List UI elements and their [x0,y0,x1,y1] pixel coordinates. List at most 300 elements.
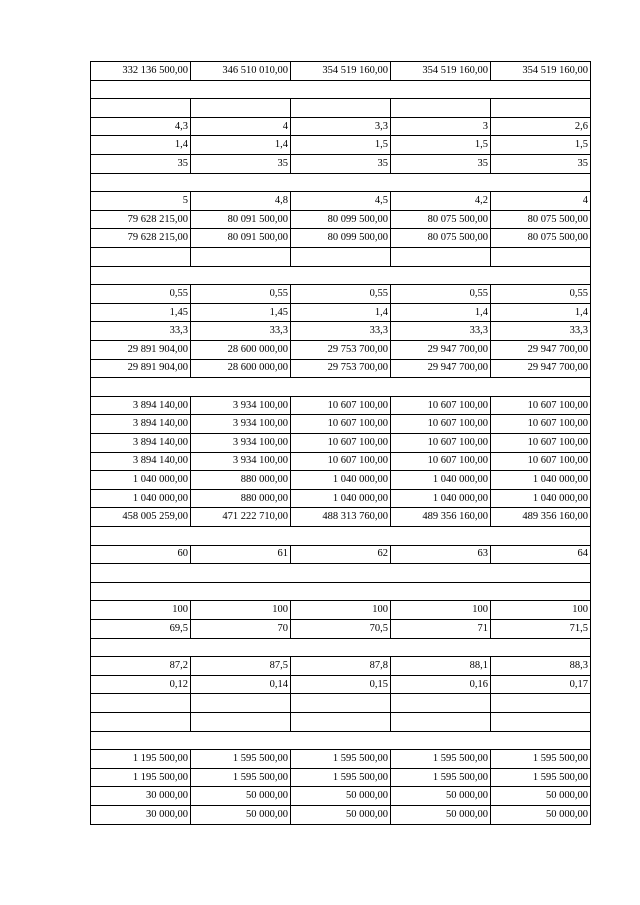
grid-line [190,117,191,136]
grid-line [290,340,291,360]
grid-line [290,359,291,378]
table-row [90,470,590,489]
grid-line [390,191,391,211]
grid-line [90,266,91,285]
table-cell: 0,55 [569,287,588,299]
grid-line [90,452,590,453]
grid-line [90,731,91,750]
table-cell: 10 607 100,00 [527,418,588,430]
grid-line [590,749,591,769]
table-cell: 80 075 500,00 [527,232,588,244]
table-cell: 50 000,00 [346,790,388,802]
grid-line [290,786,291,806]
table-row [90,377,590,396]
table-cell: 880 000,00 [240,492,288,504]
table-row [90,619,590,638]
table-row [90,396,590,415]
grid-line [190,191,191,211]
grid-line [90,786,590,787]
grid-line [190,805,191,825]
grid-line [190,154,191,174]
grid-line [390,768,391,787]
grid-line [490,656,491,676]
grid-line [190,693,191,713]
table-row [90,731,590,750]
grid-line [190,414,191,434]
grid-line [90,526,91,546]
table-row [90,675,590,694]
table-cell: 71,5 [569,622,588,634]
table-cell: 3 [482,120,488,132]
table-cell: 354 519 160,00 [522,64,588,76]
grid-line [90,228,590,229]
table-cell: 10 607 100,00 [327,418,388,430]
table-cell: 29 891 904,00 [127,362,188,374]
table-row [90,600,590,619]
grid-line [390,433,391,453]
grid-line [190,489,191,508]
grid-line [390,619,391,639]
table-cell: 0,15 [369,678,388,690]
grid-line [90,600,590,601]
grid-line [290,284,291,304]
grid-line [90,228,91,248]
grid-line [390,452,391,471]
table-cell: 70,5 [369,622,388,634]
grid-line [90,340,91,360]
table-cell: 35 [277,157,288,169]
grid-line [390,303,391,322]
grid-line [490,768,491,787]
table-cell: 29 947 700,00 [527,362,588,374]
grid-line [390,98,391,118]
table-cell: 1,45 [169,306,188,318]
grid-line [90,675,91,694]
grid-line [190,470,191,490]
table-cell: 29 891 904,00 [127,343,188,355]
table-cell: 50 000,00 [346,808,388,820]
grid-line [590,414,591,434]
table-cell: 3 934 100,00 [232,418,288,430]
table-cell: 1,5 [474,139,488,151]
grid-line [590,600,591,620]
grid-line [590,786,591,806]
grid-line [390,135,391,155]
grid-line [90,731,590,732]
grid-line [390,545,391,564]
grid-line [590,303,591,322]
grid-line [190,452,191,471]
grid-line [90,563,590,564]
table-cell: 29 753 700,00 [327,362,388,374]
grid-line [390,61,391,81]
table-row [90,173,590,192]
table-cell: 60 [177,548,188,560]
table-cell: 0,16 [469,678,488,690]
grid-line [390,396,391,415]
grid-line [490,452,491,471]
table-row [90,414,590,433]
grid-line [290,489,291,508]
table-row [90,154,590,173]
grid-line [190,656,191,676]
grid-line [90,786,91,806]
table-cell: 10 607 100,00 [427,418,488,430]
table-row [90,563,590,582]
grid-line [290,693,291,713]
grid-line [290,452,291,471]
grid-line [90,563,91,583]
grid-line [490,507,491,527]
grid-line [90,377,91,397]
table-cell: 28 600 000,00 [227,343,288,355]
grid-line [490,61,491,81]
grid-line [90,135,91,155]
grid-line [390,154,391,174]
grid-line [190,749,191,769]
table-row [90,638,590,657]
grid-line [390,414,391,434]
table-row [90,266,590,285]
grid-line [90,656,590,657]
table-cell: 10 607 100,00 [327,455,388,467]
table-row [90,433,590,452]
grid-line [390,712,391,732]
grid-line [90,191,91,211]
grid-line [490,284,491,304]
table-cell: 1 595 500,00 [532,752,588,764]
table-cell: 3 894 140,00 [132,418,188,430]
table-cell: 1,45 [269,306,288,318]
table-row [90,582,590,601]
table-cell: 80 091 500,00 [227,213,288,225]
table-cell: 80 075 500,00 [427,213,488,225]
grid-line [90,80,590,81]
table-cell: 1 040 000,00 [332,492,388,504]
grid-line [90,619,91,639]
grid-line [90,80,91,99]
grid-line [490,470,491,490]
table-cell: 1 595 500,00 [432,771,488,783]
grid-line [90,507,590,508]
grid-line [590,489,591,508]
table-cell: 489 356 160,00 [422,511,488,523]
table-row [90,712,590,731]
table-cell: 1,5 [574,139,588,151]
grid-line [490,154,491,174]
grid-line [590,61,591,81]
table-cell: 0,17 [569,678,588,690]
grid-line [90,396,590,397]
grid-line [90,693,91,713]
grid-line [90,210,590,211]
table-cell: 1,4 [474,306,488,318]
table-cell: 70 [277,622,288,634]
grid-line [90,359,91,378]
grid-line [90,433,590,434]
table-row [90,228,590,247]
table-cell: 2,6 [574,120,588,132]
grid-line [90,768,590,769]
table-cell: 29 753 700,00 [327,343,388,355]
table-cell: 1 195 500,00 [132,752,188,764]
grid-line [90,526,590,527]
grid-line [290,507,291,527]
table-row [90,489,590,508]
grid-line [290,768,291,787]
grid-line [590,545,591,564]
table-row [90,117,590,136]
grid-line [390,340,391,360]
table-cell: 100 [572,604,588,616]
grid-line [490,135,491,155]
grid-line [590,712,591,732]
table-cell: 10 607 100,00 [527,436,588,448]
table-cell: 471 222 710,00 [222,511,288,523]
grid-line [590,80,591,99]
grid-line [190,507,191,527]
grid-line [90,656,91,676]
grid-line [90,414,590,415]
grid-line [190,61,191,81]
grid-line [490,321,491,341]
table-cell: 80 099 500,00 [327,232,388,244]
grid-line [190,284,191,304]
grid-line [90,340,590,341]
grid-line [590,470,591,490]
table-cell: 30 000,00 [146,808,188,820]
grid-line [90,284,590,285]
table-cell: 4 [582,194,588,206]
grid-line [390,786,391,806]
grid-line [290,712,291,732]
table-cell: 33,3 [469,325,488,337]
table-cell: 50 000,00 [446,790,488,802]
grid-line [290,247,291,267]
table-cell: 1 040 000,00 [132,492,188,504]
grid-line [90,693,590,694]
grid-line [90,749,590,750]
table-cell: 4,5 [374,194,388,206]
table-cell: 100 [172,604,188,616]
table-cell: 1,4 [174,139,188,151]
grid-line [490,191,491,211]
grid-line [190,712,191,732]
table-cell: 1 595 500,00 [532,771,588,783]
grid-line [190,545,191,564]
grid-line [590,656,591,676]
grid-line [390,489,391,508]
table-row [90,247,590,266]
grid-line [490,786,491,806]
grid-line [90,470,91,490]
table-cell: 35 [377,157,388,169]
table-cell: 0,55 [469,287,488,299]
grid-line [390,321,391,341]
grid-line [590,582,591,601]
grid-line [390,693,391,713]
grid-line [490,675,491,694]
grid-line [90,284,91,304]
table-cell: 10 607 100,00 [427,455,488,467]
grid-line [90,470,590,471]
grid-line [90,321,590,322]
table-row [90,768,590,787]
table-cell: 33,3 [369,325,388,337]
grid-line [490,228,491,248]
grid-line [90,712,590,713]
grid-line [290,154,291,174]
grid-line [590,154,591,174]
grid-line [190,768,191,787]
table-cell: 3 894 140,00 [132,436,188,448]
table-row [90,749,590,768]
grid-line [90,489,91,508]
grid-line [90,638,590,639]
table-cell: 29 947 700,00 [527,343,588,355]
table-cell: 4,8 [274,194,288,206]
table-cell: 5 [182,194,188,206]
table-cell: 4,3 [174,120,188,132]
grid-line [490,117,491,136]
grid-line [590,619,591,639]
table-cell: 0,55 [369,287,388,299]
grid-line [190,321,191,341]
table-cell: 1 040 000,00 [432,492,488,504]
table-cell: 61 [277,548,288,560]
table-cell: 0,55 [269,287,288,299]
grid-line [190,135,191,155]
table-cell: 100 [272,604,288,616]
grid-line [190,396,191,415]
grid-line [290,675,291,694]
grid-line [90,266,590,267]
grid-line [490,545,491,564]
grid-line [90,173,91,192]
table-cell: 1 595 500,00 [232,771,288,783]
table-cell: 1 595 500,00 [332,752,388,764]
table-cell: 354 519 160,00 [322,64,388,76]
table-cell: 1 040 000,00 [432,473,488,485]
table-row [90,805,590,824]
grid-line [390,117,391,136]
table-cell: 62 [377,548,388,560]
grid-line [190,340,191,360]
grid-line [290,396,291,415]
grid-line [90,154,590,155]
grid-line [590,731,591,750]
grid-line [290,414,291,434]
grid-line [490,433,491,453]
table-cell: 3 894 140,00 [132,399,188,411]
table-cell: 88,3 [569,659,588,671]
grid-line [290,545,291,564]
grid-line [490,600,491,620]
grid-line [590,563,591,583]
table-cell: 80 091 500,00 [227,232,288,244]
grid-line [290,117,291,136]
table-cell: 69,5 [169,622,188,634]
grid-line [90,191,590,192]
table-cell: 80 075 500,00 [427,232,488,244]
table-cell: 35 [577,157,588,169]
grid-line [90,117,91,136]
table-row [90,786,590,805]
table-cell: 1,4 [574,306,588,318]
grid-line [90,638,91,657]
grid-line [290,619,291,639]
grid-line [190,600,191,620]
table-row [90,656,590,675]
grid-line [90,117,590,118]
grid-line [590,675,591,694]
table-cell: 1 040 000,00 [532,473,588,485]
table-cell: 1 595 500,00 [432,752,488,764]
grid-line [190,210,191,229]
table-cell: 35 [177,157,188,169]
grid-line [190,675,191,694]
grid-line [390,749,391,769]
grid-line [90,749,91,769]
grid-line [390,247,391,267]
table-cell: 33,3 [169,325,188,337]
grid-line [90,247,590,248]
grid-line [90,377,590,378]
table-cell: 1 595 500,00 [332,771,388,783]
grid-line [490,712,491,732]
grid-line [290,61,291,81]
table-cell: 0,55 [169,287,188,299]
grid-line [90,545,590,546]
grid-line [490,210,491,229]
table-cell: 100 [472,604,488,616]
grid-line [90,600,91,620]
grid-line [590,173,591,192]
grid-line [90,173,590,174]
grid-line [90,98,590,99]
table-cell: 1 595 500,00 [232,752,288,764]
grid-line [290,135,291,155]
grid-line [290,470,291,490]
grid-line [90,489,590,490]
grid-line [590,507,591,527]
table-cell: 63 [477,548,488,560]
grid-line [90,321,91,341]
grid-line [90,396,91,415]
grid-line [90,675,590,676]
table-cell: 50 000,00 [446,808,488,820]
table-cell: 10 607 100,00 [427,436,488,448]
table-row [90,61,590,80]
grid-line [90,61,590,62]
grid-line [190,619,191,639]
grid-line [390,507,391,527]
table-cell: 87,5 [269,659,288,671]
table-cell: 3 934 100,00 [232,436,288,448]
table-row [90,284,590,303]
table-cell: 50 000,00 [246,808,288,820]
grid-line [590,98,591,118]
grid-line [190,98,191,118]
grid-line [490,247,491,267]
grid-line [290,98,291,118]
table-cell: 1 040 000,00 [532,492,588,504]
table-cell: 4 [282,120,288,132]
grid-line [390,359,391,378]
grid-line [590,117,591,136]
grid-line [490,749,491,769]
grid-line [90,303,590,304]
